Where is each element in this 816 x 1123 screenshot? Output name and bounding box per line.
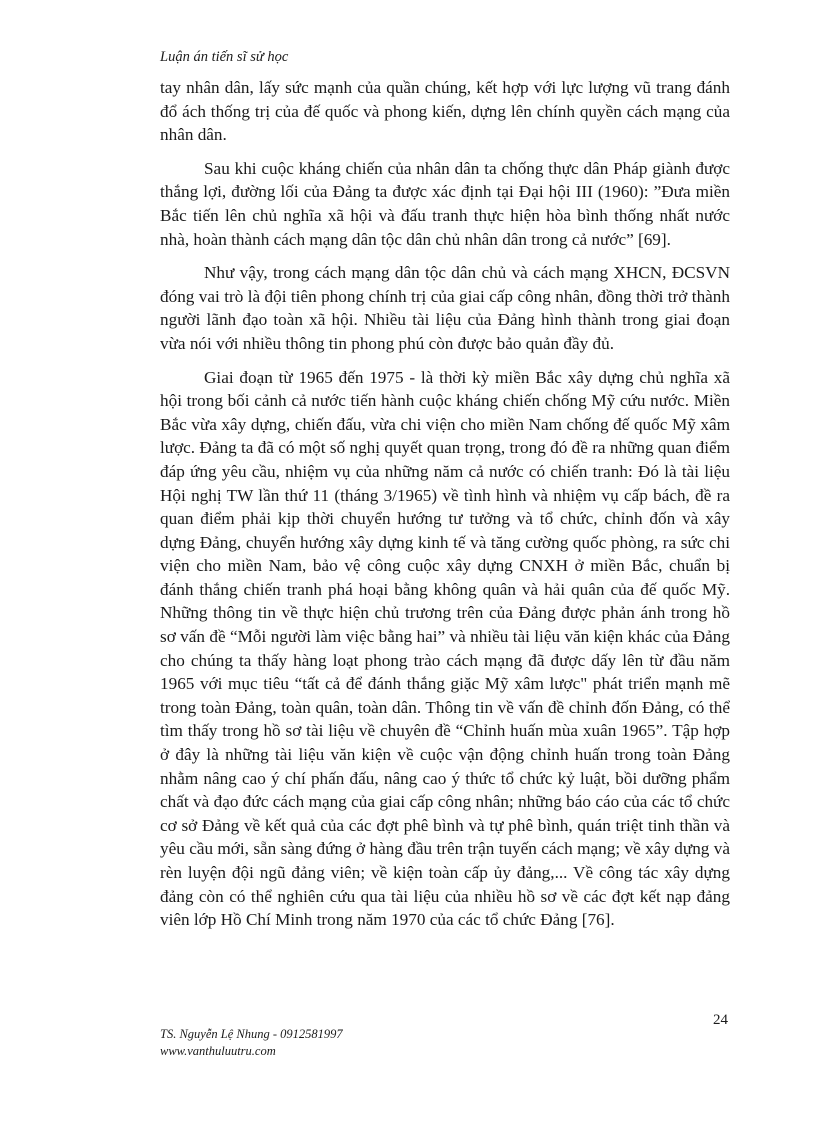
paragraph-1: tay nhân dân, lấy sức mạnh của quần chúng, kết hợp với lực lượng vũ trang đánh đổ ách thống trị của đế quốc và phong kiến, dựng lên chính quyền cách mạng của nhân dân. xyxy=(160,78,730,145)
running-header: Luận án tiến sĩ sử học xyxy=(160,49,289,65)
footer-website: www.vanthuluutru.com xyxy=(160,1044,276,1058)
footer xyxy=(160,1026,343,1060)
footer-author: TS. Nguyễn Lệ Nhung - 0912581997 xyxy=(160,1027,343,1041)
page-number: 24 xyxy=(713,1012,728,1028)
paragraph-3: Như vậy, trong cách mạng dân tộc dân chủ và cách mạng XHCN, ĐCSVN đóng vai trò là đội tiên phong chính trị của giai cấp công nhân, đồng thời trở thành người lãnh đạo toàn xã hội. Nhiều tài liệu của Đảng hình thành trong giai đoạn vừa nói với nhiều thông tin phong phú còn được bảo quản đầy đủ. xyxy=(160,263,730,353)
document-body xyxy=(160,76,730,942)
paragraph-4: Giai đoạn từ 1965 đến 1975 - là thời kỳ miền Bắc xây dựng chủ nghĩa xã hội trong bối cảnh cả nước tiến hành cuộc kháng chiến chống Mỹ cứu nước. Miền Bắc vừa xây dựng, chiến đấu, vừa chi viện cho miền Nam chống đế quốc Mỹ xâm lược. Đảng ta đã có một số nghị quyết quan trọng, trong đó đề ra những quan điểm đáp ứng yêu cầu, nhiệm vụ của những năm cả nước có chiến tranh: Đó là tài liệu Hội nghị TW lần thứ 11 (tháng 3/1965) về tình hình và nhiệm vụ cấp bách, đề ra quan điểm phải kịp thời chuyển hướng tư tưởng và tổ chức, chỉnh đốn và xây dựng Đảng, chuyển hướng xây dựng kinh tế và tăng cường quốc phòng, ra sức chi viện cho miền Nam, bảo vệ công cuộc xây dựng CNXH ở miền Bắc, chuẩn bị đánh thắng chiến tranh phá hoại bằng không quân và hải quân của đế quốc Mỹ. Những thông tin về thực hiện chủ trương trên của Đảng được phản ánh trong hồ sơ vấn đề “Mỗi người làm việc bằng hai” và nhiều tài liệu văn kiện khác của Đảng cho chúng ta thấy hàng loạt phong trào cách mạng đã được dấy lên từ đầu năm 1965 với mục tiêu “tất cả để đánh thắng giặc Mỹ xâm lược" phát triển mạnh mẽ trong toàn Đảng, toàn quân, toàn dân. Thông tin về vấn đề chỉnh đốn Đảng, có thể tìm thấy trong hồ sơ tài liệu về chuyên đề “Chỉnh huấn mùa xuân 1965”. Tập hợp ở đây là những tài liệu văn kiện về cuộc vận động chỉnh huấn trong toàn Đảng nhằm nâng cao ý chí phấn đấu, nâng cao ý thức tổ chức kỷ luật, bồi dưỡng phẩm chất và đạo đức cách mạng của giai cấp công nhân; những báo cáo của các tổ chức cơ sở Đảng về kết quả của các đợt phê bình và tự phê bình, quán triệt tinh thần và yêu cầu mới, sẵn sàng đứng ở hàng đầu trên trận tuyến cách mạng; về xây dựng và rèn luyện đội ngũ đảng viên; về kiện toàn cấp ủy đảng,... Về công tác xây dựng đảng còn có thể nghiên cứu qua tài liệu của nhiều hồ sơ về các đợt kết nạp đảng viên lớp Hồ Chí Minh trong năm 1970 của các tổ chức Đảng [76]. xyxy=(160,367,730,930)
paragraph-2: Sau khi cuộc kháng chiến của nhân dân ta chống thực dân Pháp giành được thắng lợi, đường lối của Đảng ta được xác định tại Đại hội III (1960): ”Đưa miền Bắc tiến lên chủ nghĩa xã hội và đấu tranh thực hiện hòa bình thống nhất nước nhà, hoàn thành cách mạng dân tộc dân chủ nhân dân trong cả nước” [69]. xyxy=(160,158,730,249)
